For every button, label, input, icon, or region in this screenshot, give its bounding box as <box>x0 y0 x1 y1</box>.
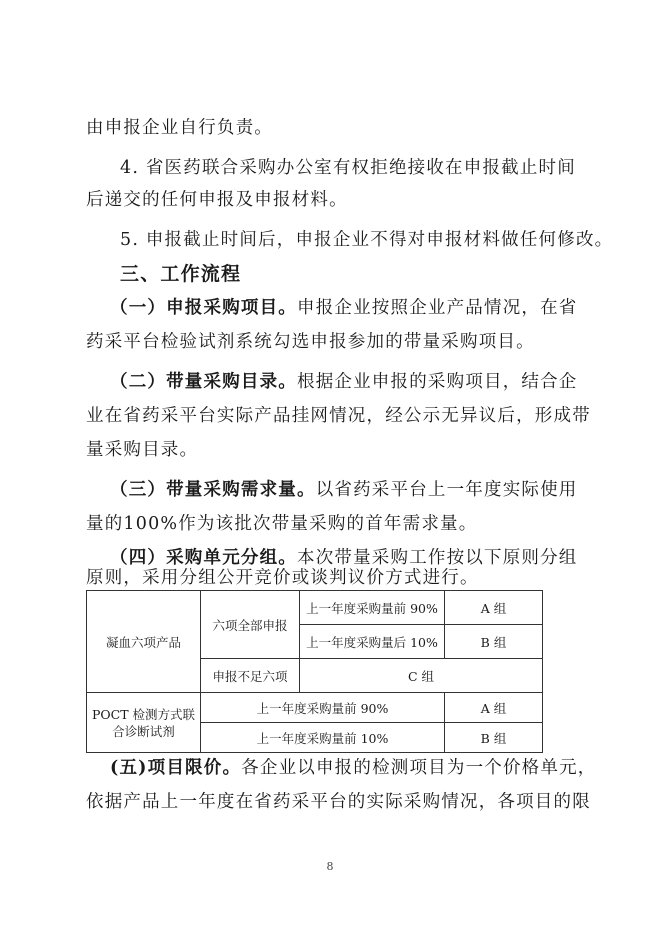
item-label: （二）带量采购目录。 <box>110 372 297 392</box>
item-label: （一）申报采购项目。 <box>110 298 297 318</box>
item-text: 本次带量采购工作按以下原则分组 <box>297 548 578 568</box>
item-text: 各企业以申报的检测项目为一个价格单元， <box>241 758 597 778</box>
paragraph-line: 量的100%作为该批次带量采购的首年需求量。 <box>86 514 478 534</box>
table-cell: 上一年度采购量前 90% <box>300 591 445 625</box>
paragraph-line <box>110 370 578 394</box>
paragraph-line: 由申报企业自行负责。 <box>86 118 273 138</box>
paragraph-line: 业在省药采平台实际产品挂网情况，经公示无异议后，形成带 <box>86 406 591 426</box>
paragraph-line: 量采购目录。 <box>86 440 199 460</box>
item-label: （四）采购单元分组。 <box>110 548 297 568</box>
item-text: 申报企业按照企业产品情况，在省 <box>297 298 578 318</box>
table-cell: 上一年度采购量前 90% <box>201 693 445 723</box>
table-cell <box>87 693 201 753</box>
paragraph-line: 药采平台检验试剂系统勾选申报参加的带量采购项目。 <box>86 332 535 352</box>
table-cell: A 组 <box>445 591 543 625</box>
table-cell: A 组 <box>445 693 543 723</box>
paragraph-line: 依据产品上一年度在省药采平台的实际采购情况，各项目的限 <box>86 792 591 812</box>
item-text: 以省药采平台上一年度实际使用 <box>315 480 578 500</box>
item-label: （三）带量采购需求量。 <box>110 480 316 500</box>
table-cell: B 组 <box>445 625 543 659</box>
paragraph-line: 5. 申报截止时间后，申报企业不得对申报材料做任何修改。 <box>120 230 614 250</box>
paragraph-line: 原则，采用分组公开竞价或谈判议价方式进行。 <box>86 568 479 588</box>
item-label: (五)项目限价。 <box>110 758 242 778</box>
table-cell: B 组 <box>445 723 543 753</box>
cell-line: 合诊断试剂 <box>112 723 175 739</box>
paragraph-line <box>110 296 578 320</box>
table-cell: C 组 <box>300 659 543 693</box>
table-cell: 申报不足六项 <box>201 659 300 693</box>
table-cell: 上一年度采购量前 10% <box>201 723 445 753</box>
paragraph-line: 后递交的任何申报及申报材料。 <box>86 190 348 210</box>
grouping-table <box>86 590 543 753</box>
section-heading: 三、工作流程 <box>120 263 242 285</box>
table-cell: 上一年度采购量后 10% <box>300 625 445 659</box>
table-cell: 凝血六项产品 <box>87 591 201 693</box>
cell-line: POCT 检测方式联 <box>91 706 196 722</box>
table-cell: 六项全部申报 <box>201 591 300 659</box>
paragraph-line <box>110 756 596 780</box>
paragraph-line <box>110 478 578 502</box>
item-text: 根据企业申报的采购项目，结合企 <box>297 372 578 392</box>
page-number: 8 <box>326 860 334 873</box>
paragraph-line: 4. 省医药联合采购办公室有权拒绝接收在申报截止时间 <box>120 158 576 178</box>
